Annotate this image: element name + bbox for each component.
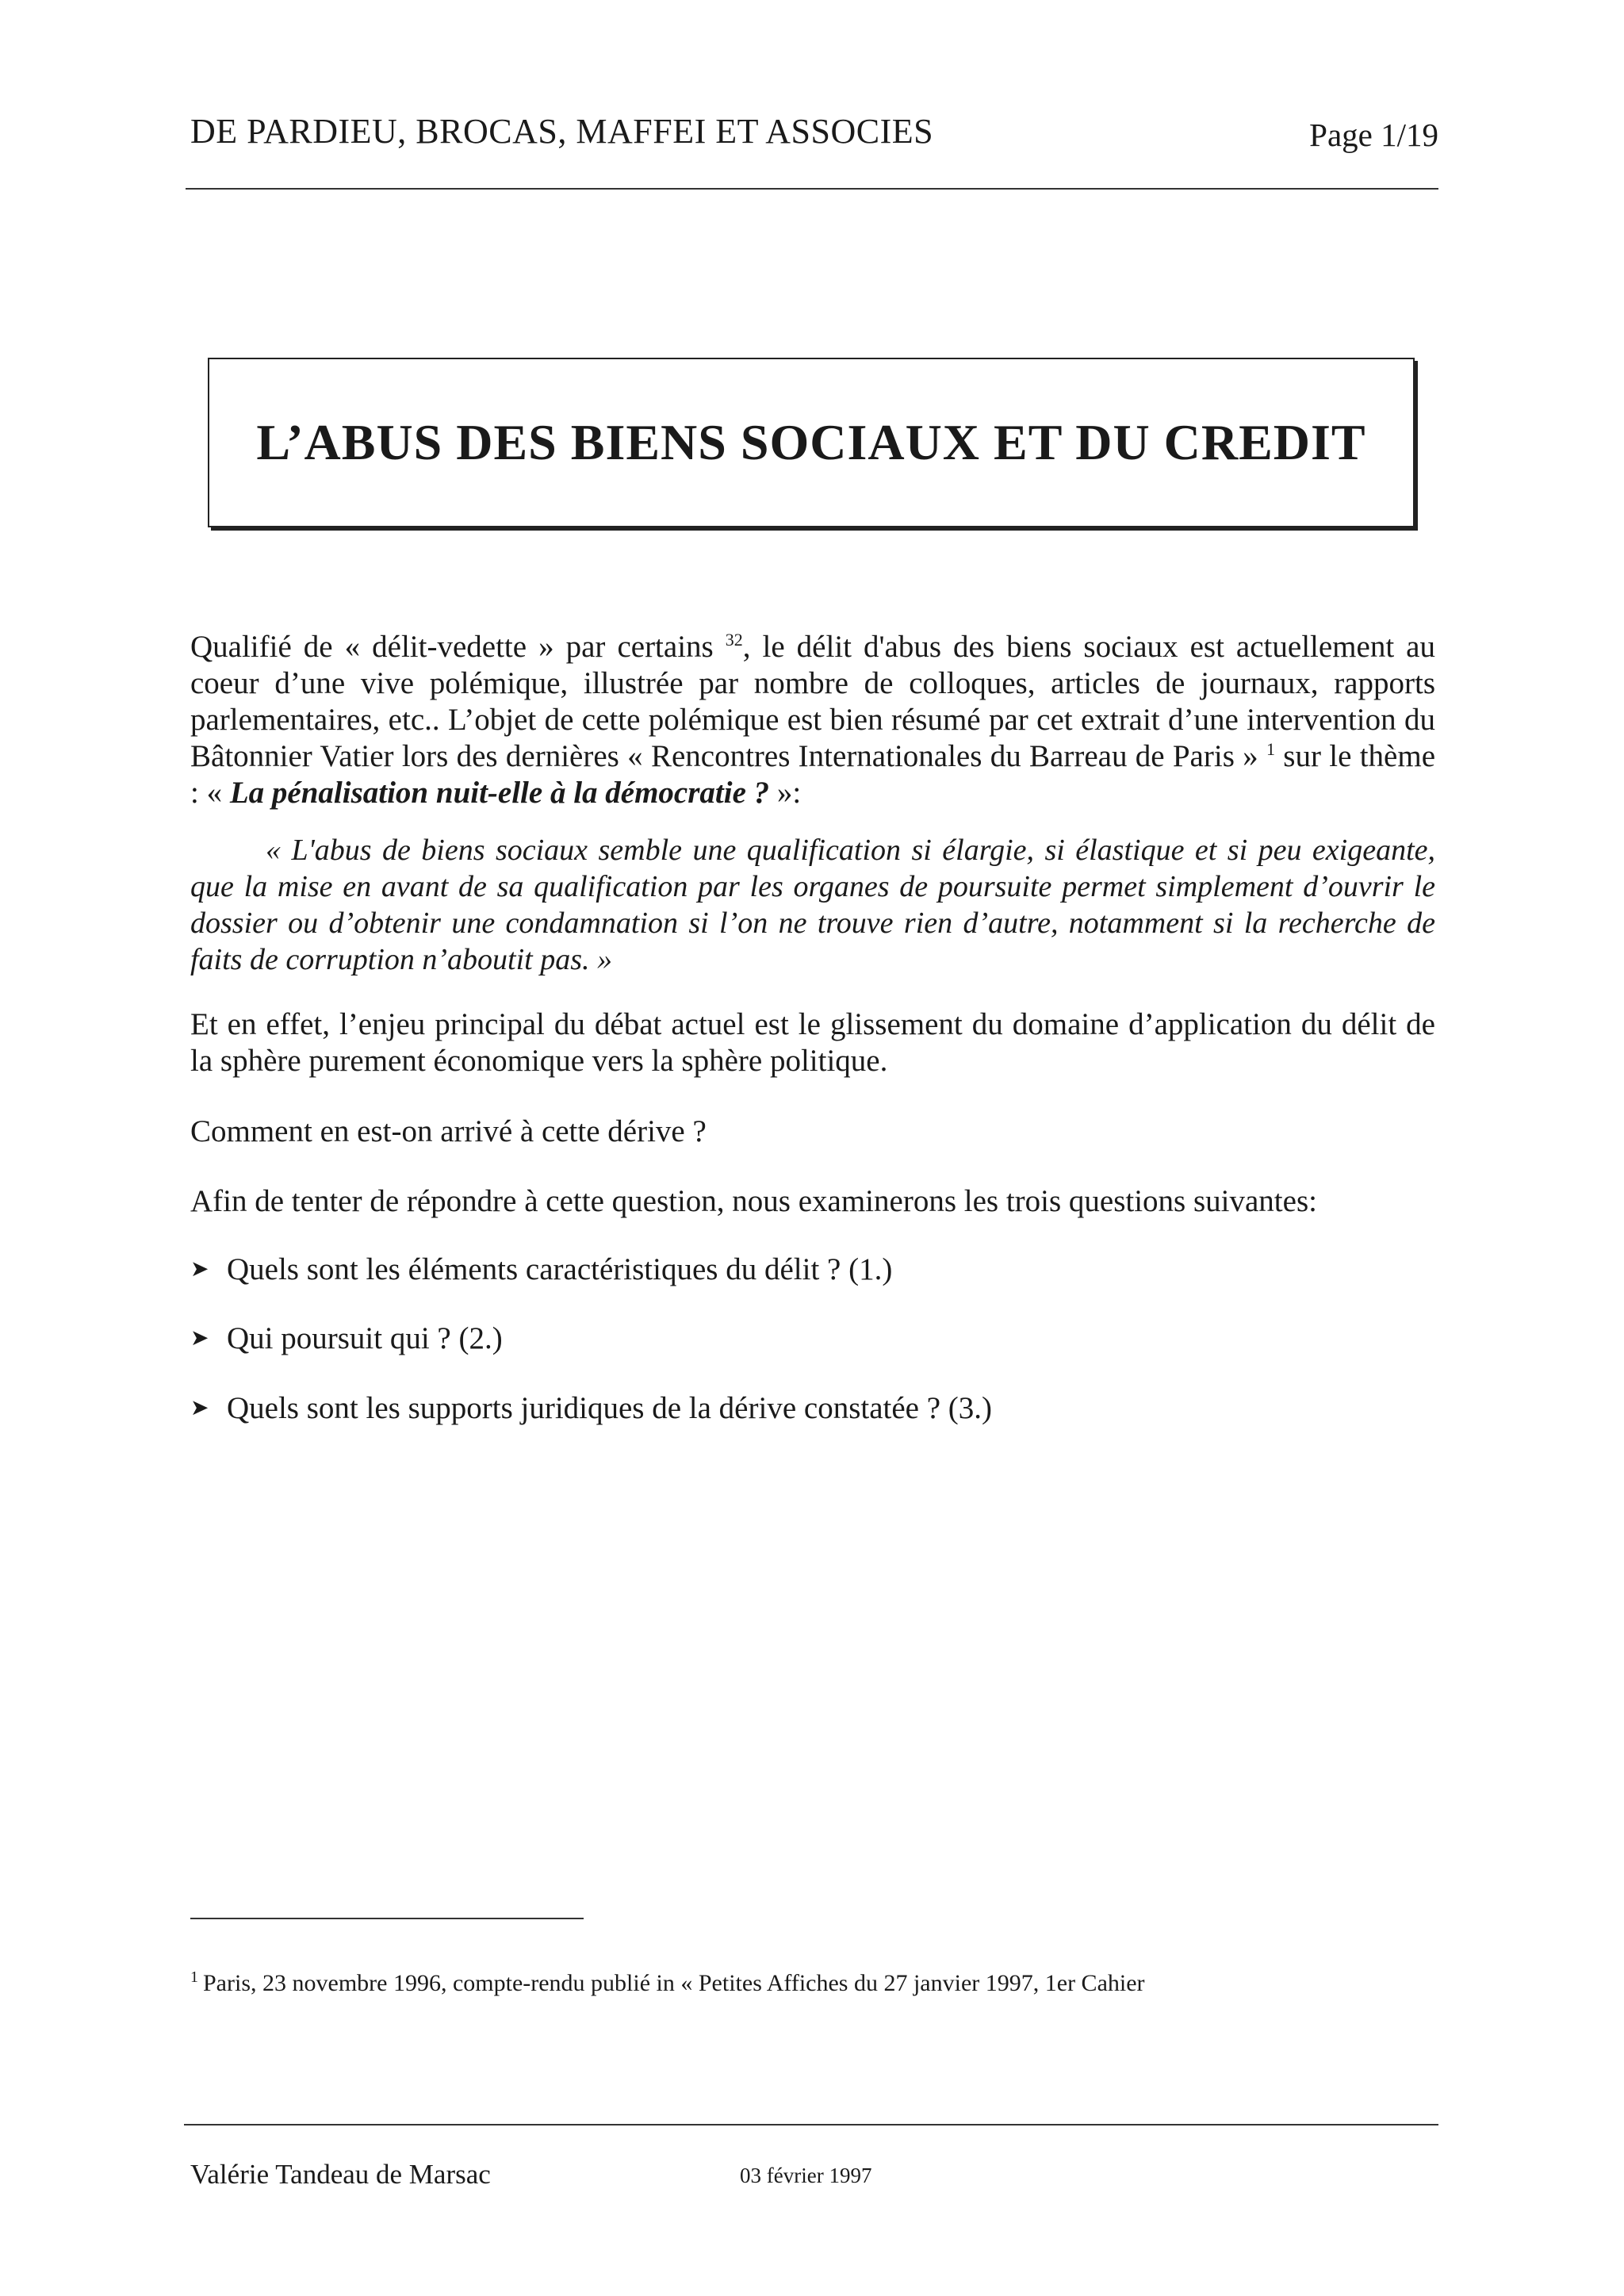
footnote-rule [190,1918,584,1919]
intro-text-4: »: [769,776,802,810]
intro-text-1: Qualifié de « délit-vedette » par certains [190,630,726,664]
arrowhead-bullet-icon: ➤ [190,1257,209,1282]
footnote-marker: 1 [190,1968,198,1986]
reference-32: 32 [725,630,743,650]
derive-paragraph: Comment en est-on arrivé à cette dérive ? [190,1114,707,1148]
page-number: Page 1/19 [1309,117,1438,153]
intro-text-2: , le délit d'abus des biens sociaux est actuellement au coeur d’une vive polémique, illustrée par nombre de colloques, articles de journaux, rapports parlementaires, etc.. L’objet de cette polémique est bien résumé par cet extrait d’une intervention du Bâtonnier Vatier lors des dernières « Rencontres Internationales du Barreau de Paris » [190,630,1435,773]
list-item [190,1320,503,1357]
firm-name: DE PARDIEU, BROCAS, MAFFEI ET ASSOCIES [190,112,934,151]
conference-theme: La pénalisation nuit-elle à la démocratie ? [229,776,770,810]
intro-paragraph [190,629,1435,811]
footnote-ref-1: 1 [1266,739,1275,759]
list-item-text: Quels sont les supports juridiques de la dérive constatée ? (3.) [227,1391,993,1425]
footnote [190,1969,1145,1998]
list-item [190,1251,892,1288]
document-title: L’ABUS DES BIENS SOCIAUX ET DU CREDIT [256,414,1366,470]
list-item-text: Quels sont les éléments caractéristiques du délit ? (1.) [227,1252,893,1286]
footer-rule [184,2124,1438,2125]
effet-paragraph: Et en effet, l’enjeu principal du débat actuel est le glissement du domaine d’application du délit de la sphère purement économique vers la sphère politique. [190,1007,1435,1078]
list-item [190,1390,992,1427]
footer-author: Valérie Tandeau de Marsac [190,2159,491,2190]
afin-paragraph: Afin de tenter de répondre à cette question, nous examinerons les trois questions suivantes: [190,1184,1317,1218]
intro-text-3: sur le thème : « [190,739,1435,810]
quote-paragraph: « L'abus de biens sociaux semble une qualification si élargie, si élastique et si peu exigeante, que la mise en avant de sa qualification par les organes de poursuite permet simplement d’ouvrir le dossier ou d’obtenir une condamnation si l’on ne trouve rien d’autre, notamment si la recherche de faits de corruption n’aboutit pas. » [190,834,1435,976]
footnote-text: Paris, 23 novembre 1996, compte-rendu publié in « Petites Affiches du 27 janvier 1997, 1er Cahier [203,1970,1145,1996]
footer-date: 03 février 1997 [740,2164,872,2187]
header-rule [186,188,1438,190]
arrowhead-bullet-icon: ➤ [190,1396,209,1420]
list-item-text: Qui poursuit qui ? (2.) [227,1321,503,1355]
arrowhead-bullet-icon: ➤ [190,1326,209,1351]
title-box [208,358,1415,527]
